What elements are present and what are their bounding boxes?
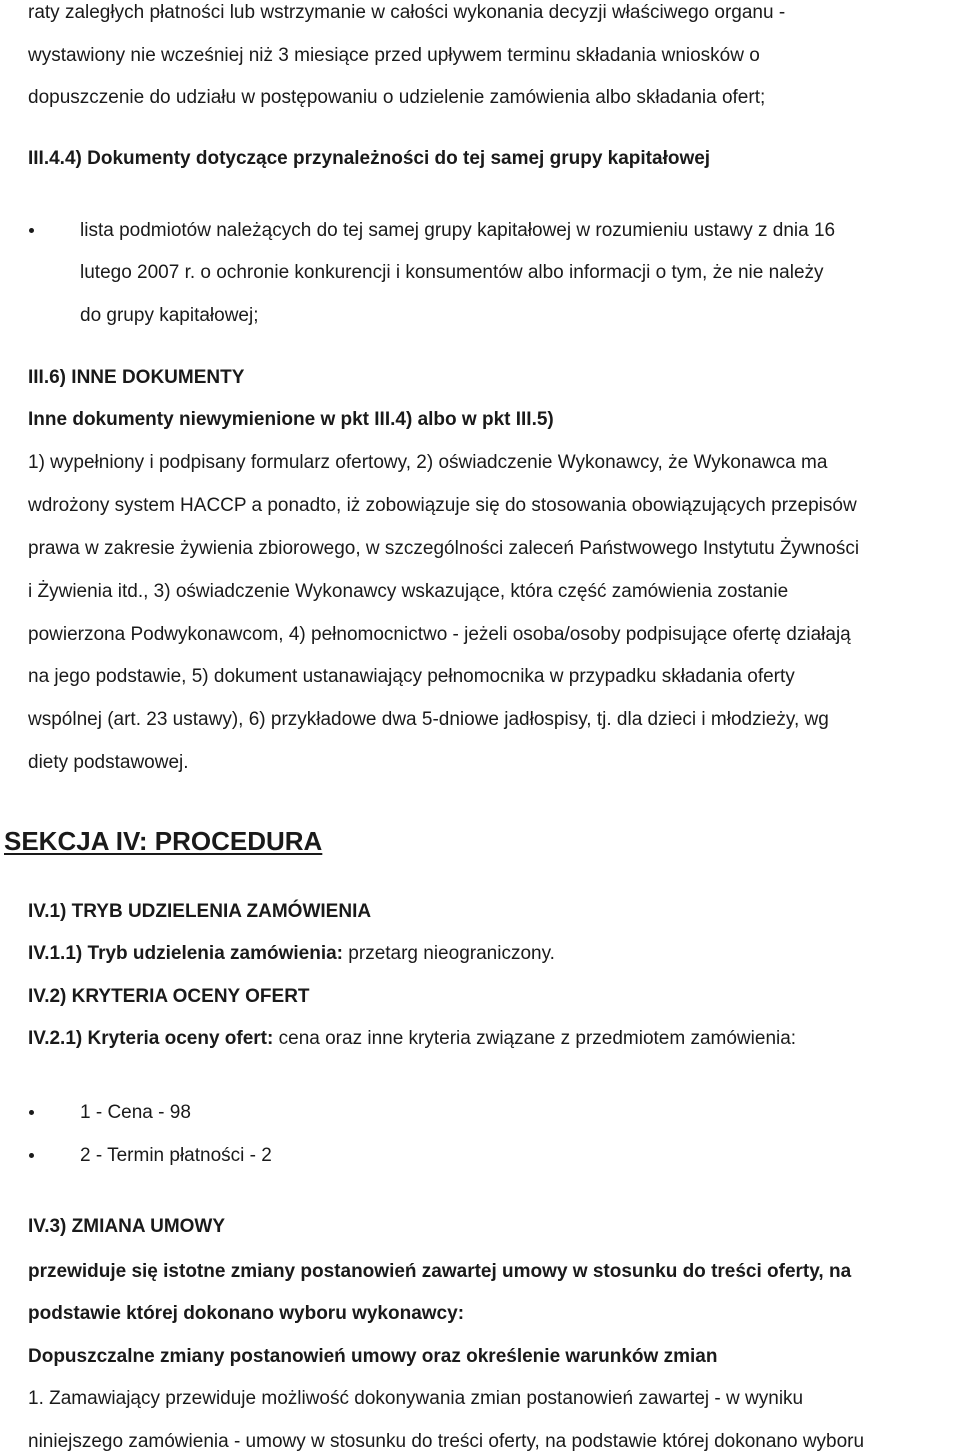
iv11-value: przetarg nieograniczony. — [343, 943, 555, 964]
bold-paragraph-line: przewiduje się istotne zmiany postanowień zawartej umowy w stosunku do treści oferty, na — [28, 1261, 852, 1282]
paragraph-line: 1. Zamawiający przewiduje możliwość dokonywania zmian postanowień zawartej - w wyniku — [28, 1388, 804, 1409]
section-subheading-III6: Inne dokumenty niewymienione w pkt III.4) albo w pkt III.5) — [28, 409, 554, 430]
iv21-value: cena oraz inne kryteria związane z przedmiotem zamówienia: — [273, 1028, 797, 1049]
criteria-item: 2 - Termin płatności - 2 — [80, 1145, 272, 1166]
criteria-item: 1 - Cena - 98 — [80, 1102, 191, 1123]
paragraph-line: diety podstawowej. — [28, 752, 189, 773]
section-heading-III6: III.6) INNE DOKUMENTY — [28, 367, 245, 388]
paragraph-line: wdrożony system HACCP a ponadto, iż zobowiązuje się do stosowania obowiązujących przepisów — [28, 495, 857, 516]
paragraph-line: na jego podstawie, 5) dokument ustanawiający pełnomocnika w przypadku składania oferty — [28, 666, 795, 687]
paragraph-line: dopuszczenie do udziału w postępowaniu o udzielenie zamówienia albo składania ofert; — [28, 87, 766, 108]
section-title: SEKCJA IV: PROCEDURA — [4, 826, 323, 856]
bold-paragraph-line: podstawie której dokonano wyboru wykonawcy: — [28, 1303, 465, 1324]
bullet-icon — [29, 1110, 34, 1115]
section-heading-IV2: IV.2) KRYTERIA OCENY OFERT — [28, 986, 310, 1007]
bullet-text-line: lutego 2007 r. o ochronie konkurencji i konsumentów albo informacji o tym, że nie należy — [80, 262, 824, 283]
paragraph-line: niniejszego zamówienia - umowy w stosunku do treści oferty, na podstawie której dokonano wyboru — [28, 1431, 865, 1452]
iv11-label: IV.1.1) Tryb udzielenia zamówienia: — [28, 943, 344, 964]
paragraph-line: 1) wypełniony i podpisany formularz ofertowy, 2) oświadczenie Wykonawcy, że Wykonawca ma — [28, 452, 828, 473]
bullet-icon — [29, 1153, 34, 1158]
bold-paragraph-line: Dopuszczalne zmiany postanowień umowy oraz określenie warunków zmian — [28, 1346, 718, 1367]
section-heading-IV1: IV.1) TRYB UDZIELENIA ZAMÓWIENIA — [28, 901, 372, 922]
paragraph-line: powierzona Podwykonawcom, 4) pełnomocnictwo - jeżeli osoba/osoby podpisujące ofertę działają — [28, 624, 851, 645]
bullet-text-line: do grupy kapitałowej; — [80, 305, 259, 326]
paragraph-line: wystawiony nie wcześniej niż 3 miesiące przed upływem terminu składania wniosków o — [28, 45, 760, 66]
section-heading-III44: III.4.4) Dokumenty dotyczące przynależności do tej samej grupy kapitałowej — [28, 148, 711, 169]
iv11-line — [28, 943, 555, 965]
section-heading-IV3: IV.3) ZMIANA UMOWY — [28, 1216, 226, 1237]
iv21-line — [28, 1028, 796, 1050]
paragraph-line: raty zaległych płatności lub wstrzymanie w całości wykonania decyzji właściwego organu - — [28, 2, 786, 23]
bullet-icon — [29, 228, 34, 233]
paragraph-line: i Żywienia itd., 3) oświadczenie Wykonawcy wskazujące, która część zamówienia zostanie — [28, 581, 789, 602]
bullet-text-line: lista podmiotów należących do tej samej grupy kapitałowej w rozumieniu ustawy z dnia 16 — [80, 220, 836, 241]
paragraph-line: wspólnej (art. 23 ustawy), 6) przykładowe dwa 5-dniowe jadłospisy, tj. dla dzieci i młodzieży, wg — [28, 709, 829, 730]
iv21-label: IV.2.1) Kryteria oceny ofert: — [28, 1028, 274, 1049]
paragraph-line: prawa w zakresie żywienia zbiorowego, w szczególności zaleceń Państwowego Instytutu Żywności — [28, 538, 860, 559]
